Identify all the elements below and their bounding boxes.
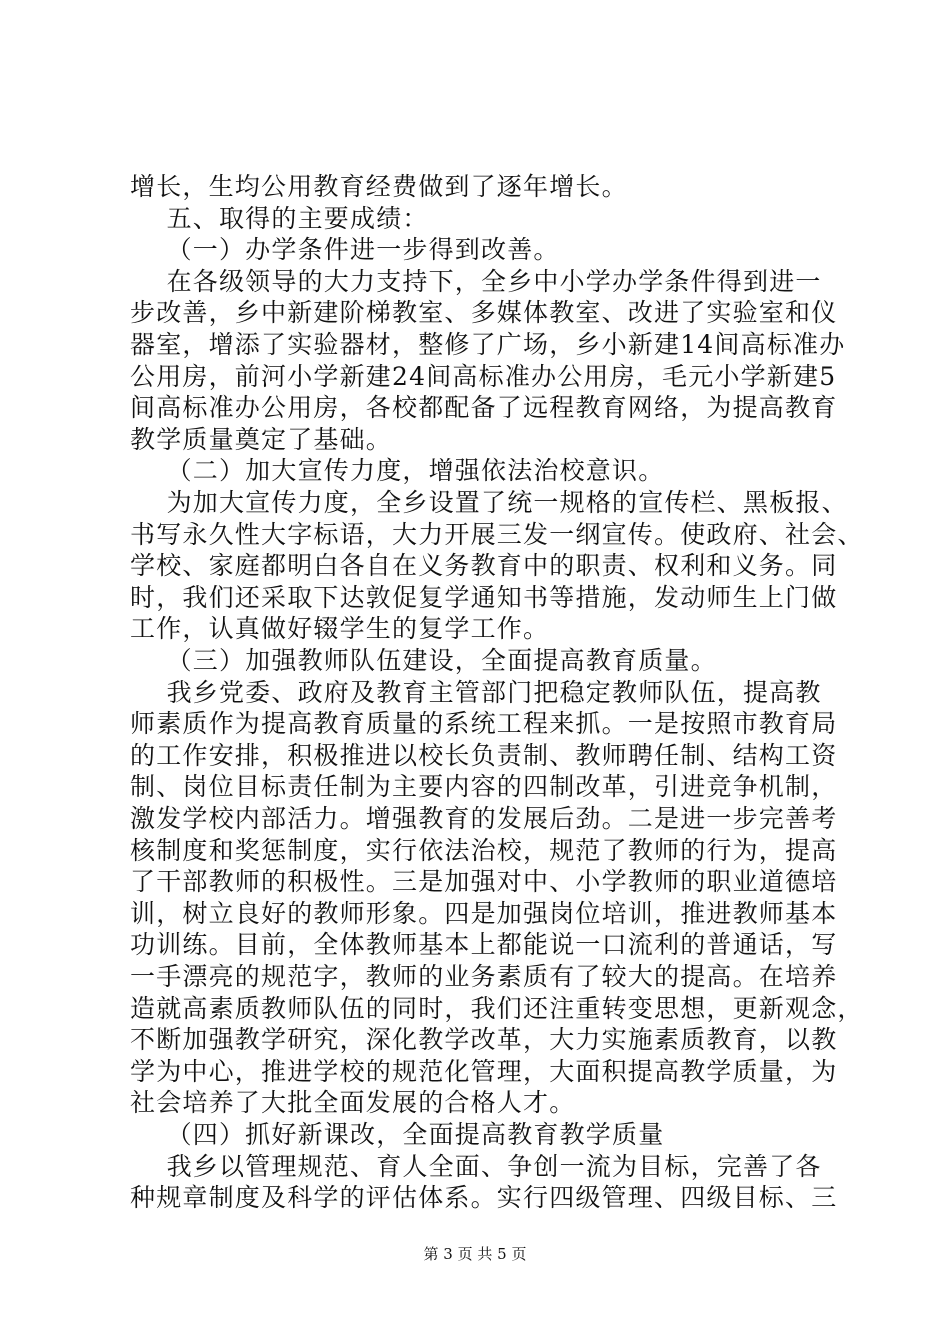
text-line: 学为中心，推进学校的规范化管理，大面积提高教学质量，为 xyxy=(130,1056,838,1086)
text-line: 书写永久性大字标语，大力开展三发一纲宣传。使政府、社会、 xyxy=(130,519,864,549)
text-line: 间高标准办公用房，各校都配备了远程教育网络，为提高教育 xyxy=(130,393,838,423)
text-line: 激发学校内部活力。增强教育的发展后劲。二是进一步完善考 xyxy=(130,804,838,833)
text-line: 学校、家庭都明白各自在义务教育中的职责、权利和义务。同 xyxy=(130,551,838,581)
text-line: 造就高素质教师队伍的同时，我们还注重转变思想，更新观念， xyxy=(130,993,864,1023)
text-line: 时，我们还采取下达敦促复学通知书等措施，发动师生上门做 xyxy=(130,582,838,612)
text-line: 社会培养了大批全面发展的合格人才。 xyxy=(130,1088,576,1118)
text-line: 核制度和奖惩制度，实行依法治校，规范了教师的行为，提高 xyxy=(130,835,838,865)
text-line: 步改善，乡中新建阶梯教室、多媒体教室、改进了实验室和仪 xyxy=(130,298,838,328)
text-line: 在各级领导的大力支持下，全乡中小学办学条件得到进一 xyxy=(130,266,822,296)
text-line: 制、岗位目标责任制为主要内容的四制改革，引进竞争机制， xyxy=(130,772,838,802)
text-line: 增长，生均公用教育经费做到了逐年增长。 xyxy=(130,172,628,201)
text-line: 种规章制度及科学的评估体系。实行四级管理、四级目标、三 xyxy=(130,1183,838,1213)
text-line: 的工作安排，积极推进以校长负责制、教师聘任制、结构工资 xyxy=(130,740,838,770)
text-line: 我乡党委、政府及教育主管部门把稳定教师队伍，提高教 xyxy=(130,677,822,707)
text-line: 器室，增添了实验器材，整修了广场，乡小新建14间高标准办 xyxy=(130,330,846,359)
text-line: （三）加强教师队伍建设，全面提高教育质量。 xyxy=(130,646,717,675)
text-line: （四）抓好新课改，全面提高教育教学质量 xyxy=(130,1120,665,1149)
text-line: （一）办学条件进一步得到改善。 xyxy=(130,235,560,265)
text-line: 公用房，前河小学新建24间高标准办公用房，毛元小学新建5 xyxy=(130,361,837,391)
text-line: 不断加强教学研究，深化教学改革，大力实施素质教育，以教 xyxy=(130,1025,838,1055)
text-line: 一手漂亮的规范字，教师的业务素质有了较大的提高。在培养 xyxy=(130,962,838,991)
text-line: 五、取得的主要成绩： xyxy=(130,203,429,233)
text-line: 我乡以管理规范、育人全面、争创一流为目标，完善了各 xyxy=(130,1151,822,1181)
text-line: 教学质量奠定了基础。 xyxy=(130,424,393,454)
text-line: 了干部教师的积极性。三是加强对中、小学教师的职业道德培 xyxy=(130,867,838,897)
text-line: 为加大宣传力度，全乡设置了统一规格的宣传栏、黑板报、 xyxy=(130,488,848,517)
text-line: 师素质作为提高教育质量的系统工程来抓。一是按照市教育局 xyxy=(130,709,838,739)
text-line: （二）加大宣传力度，增强依法治校意识。 xyxy=(130,456,665,486)
text-line: 工作，认真做好辍学生的复学工作。 xyxy=(130,614,550,644)
text-line: 功训练。目前，全体教师基本上都能说一口流利的普通话，写 xyxy=(130,930,838,960)
page-footer: 第 3 页 共 5 页 xyxy=(423,1245,527,1263)
text-line: 训，树立良好的教师形象。四是加强岗位培训，推进教师基本 xyxy=(130,898,838,928)
